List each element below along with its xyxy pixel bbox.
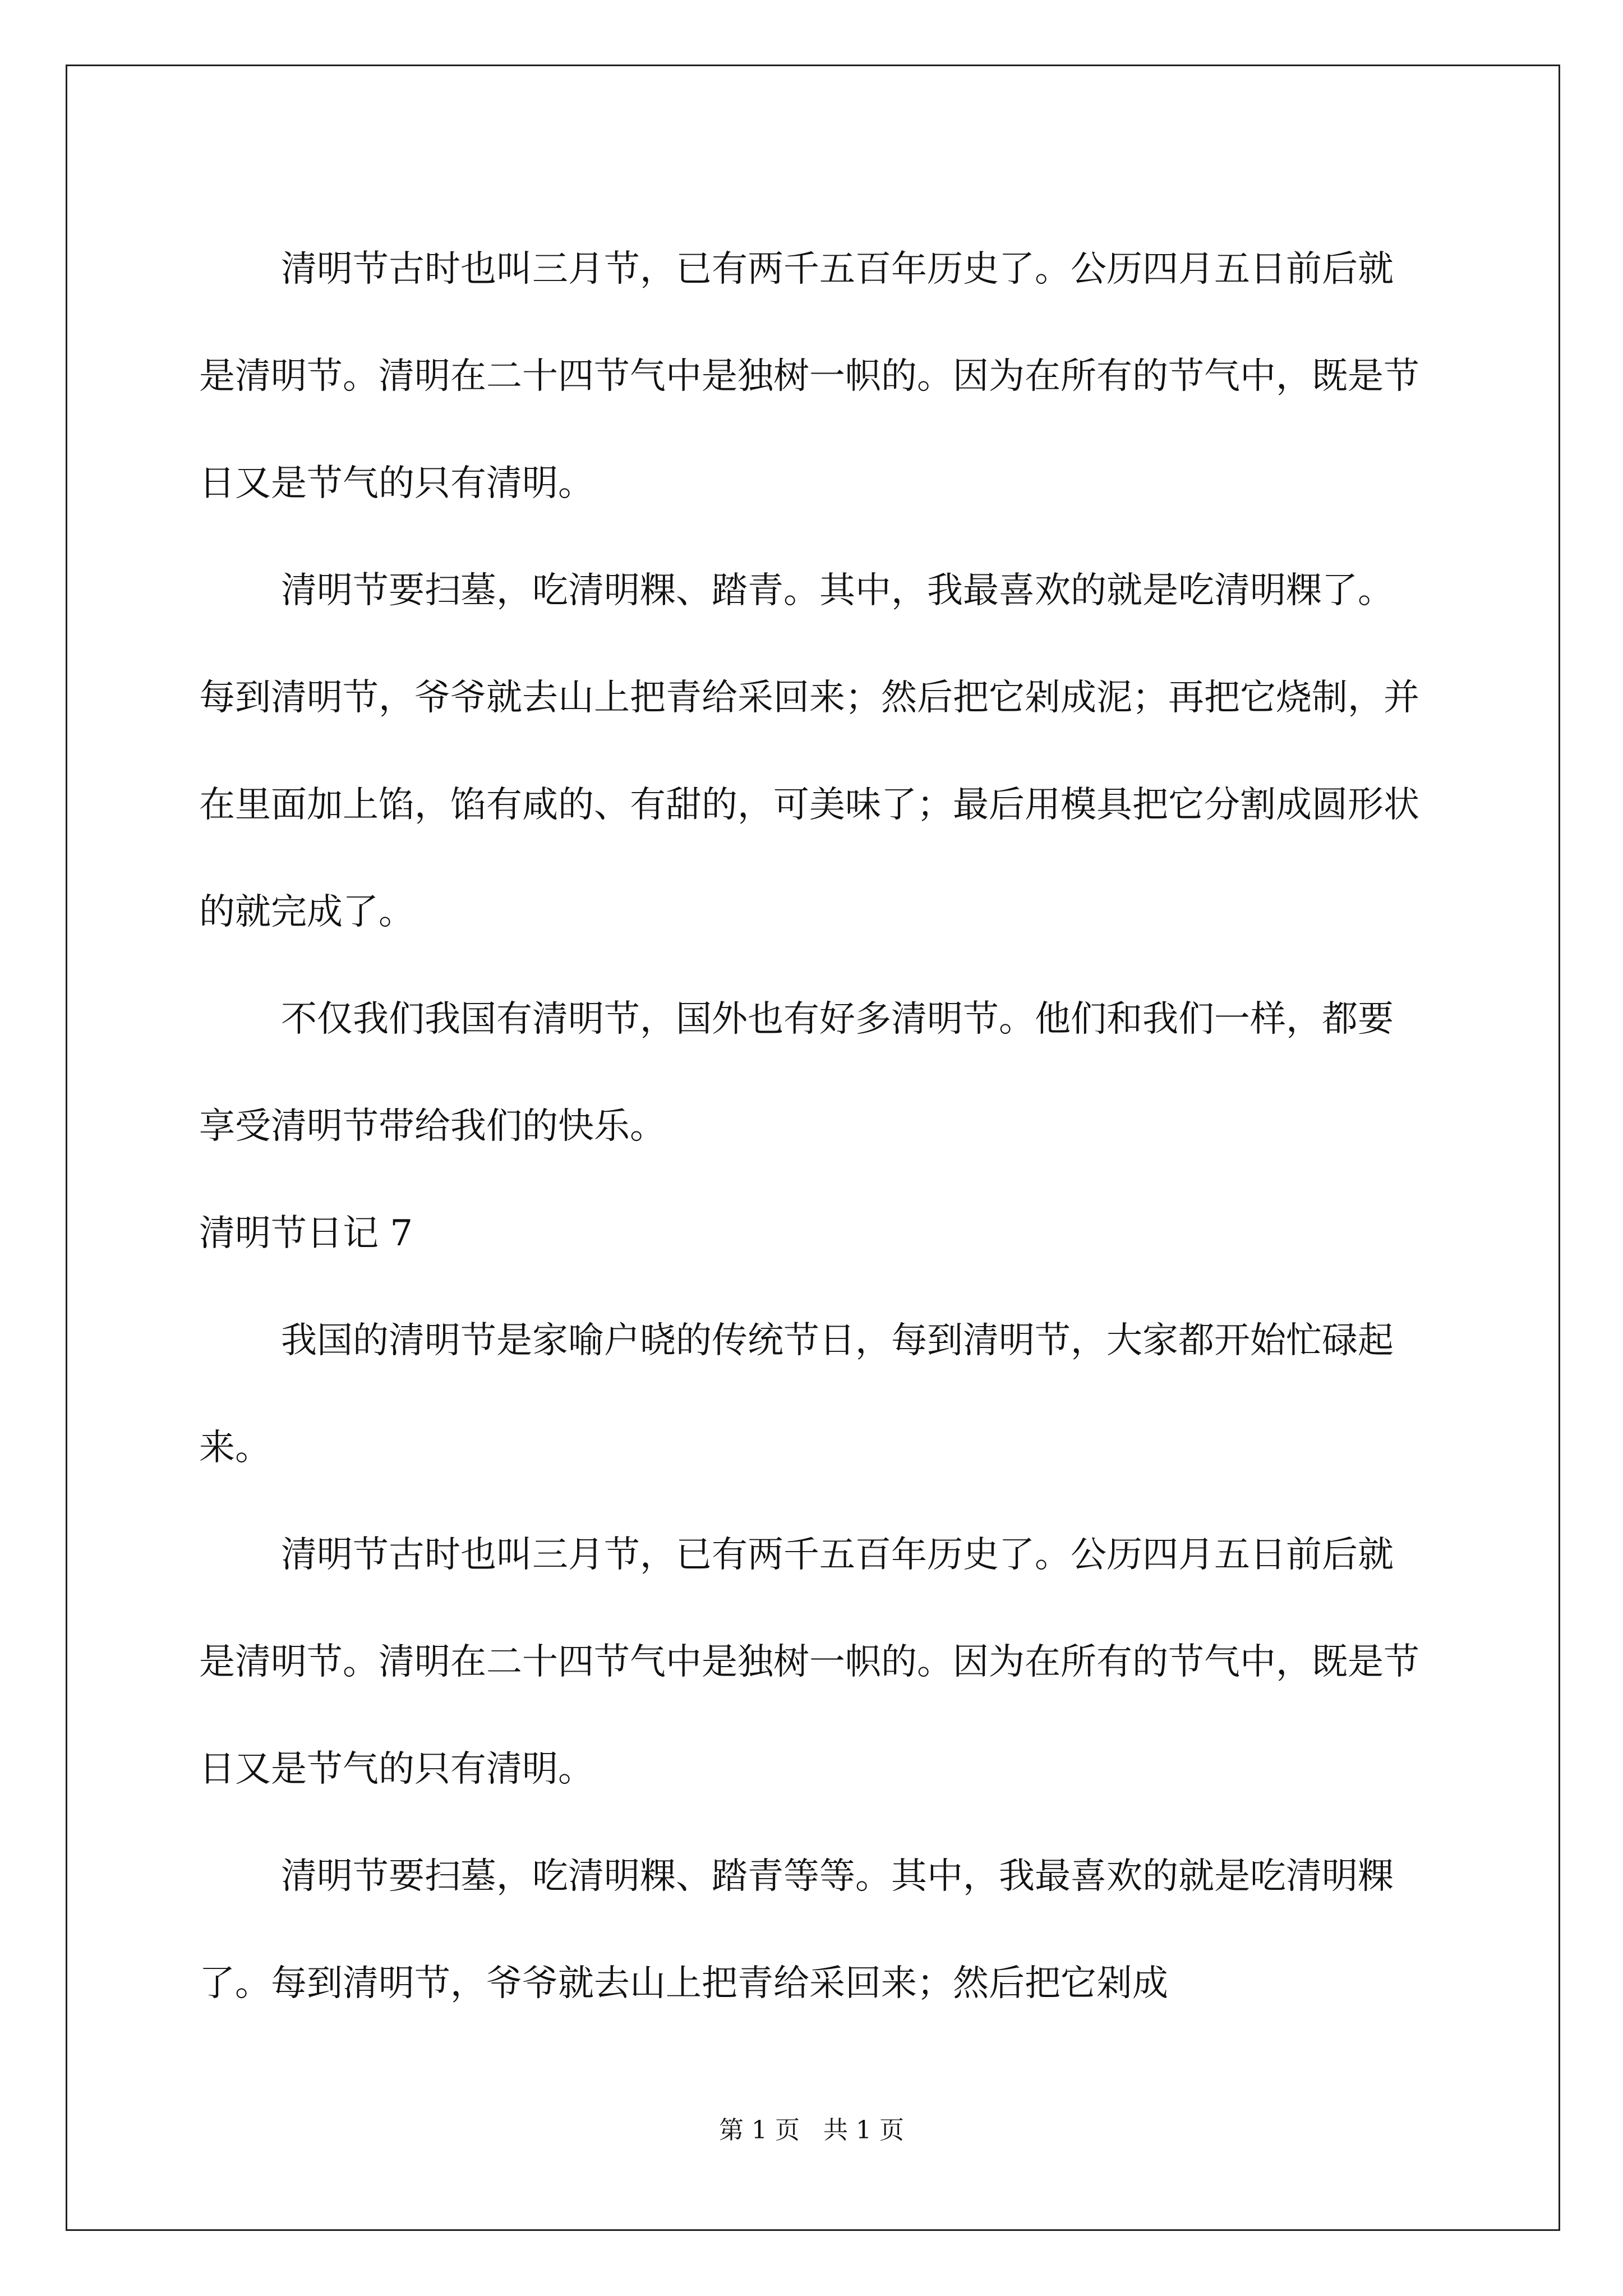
- paragraph: 清明节要扫墓，吃清明粿、踏青等等。其中，我最喜欢的就是吃清明粿了。每到清明节，爷爷就去山上把青给采回来；然后把它剁成: [199, 1856, 1394, 2004]
- paragraph: 清明节古时也叫三月节，已有两千五百年历史了。公历四月五日前后就是清明节。清明在二十四节气中是独树一帜的。因为在所有的节气中，既是节日又是节气的只有清明。: [199, 1534, 1419, 1790]
- paragraph: 清明节古时也叫三月节，已有两千五百年历史了。公历四月五日前后就是清明节。清明在二十四节气中是独树一帜的。因为在所有的节气中，既是节日又是节气的只有清明。: [199, 249, 1419, 504]
- page-total: 共 1 页: [823, 2116, 904, 2145]
- paragraph: 清明节要扫墓，吃清明粿、踏青。其中，我最喜欢的就是吃清明粿了。每到清明节，爷爷就去山上把青给采回来；然后把它剁成泥；再把它烧制，并在里面加上馅，馅有咸的、有甜的，可美味了；最后用模具把它分割成圆形状的就完成了。: [199, 570, 1419, 933]
- paragraph: 不仅我们我国有清明节，国外也有好多清明节。他们和我们一样，都要享受清明节带给我们的快乐。: [199, 999, 1394, 1147]
- document-body: [199, 216, 1422, 2037]
- paragraph: 我国的清明节是家喻户晓的传统节日，每到清明节，大家都开始忙碌起来。: [199, 1320, 1394, 1469]
- section-heading: 清明节日记 7: [199, 1213, 413, 1254]
- page-number: 第 1 页: [719, 2116, 800, 2145]
- page-footer: [0, 2114, 1623, 2147]
